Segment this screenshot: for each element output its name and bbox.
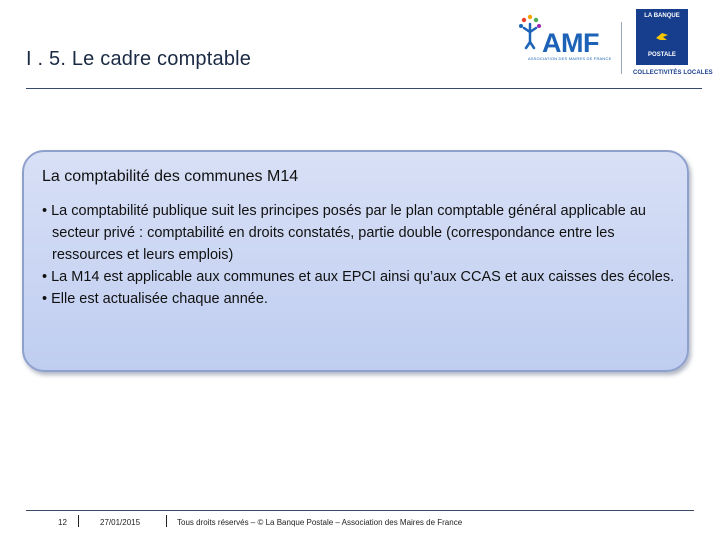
- title-divider: [26, 88, 702, 89]
- page-number: 12: [58, 518, 67, 527]
- amf-tagline: ASSOCIATION DES MAIRES DE FRANCE: [528, 56, 612, 61]
- lbp-subtitle: COLLECTIVITÉS LOCALES: [633, 70, 713, 76]
- lbp-logo-top: LA BANQUE: [644, 13, 680, 19]
- footer-separator: [78, 515, 79, 527]
- bullet-item: • Elle est actualisée chaque année.: [42, 291, 268, 307]
- amf-wordmark: AMF: [542, 28, 599, 58]
- logo-divider: [621, 22, 622, 74]
- bullet-list: [42, 200, 682, 310]
- slide-title: I . 5. Le cadre comptable: [26, 48, 252, 70]
- lbp-logo-bottom: POSTALE: [648, 52, 676, 58]
- postal-bird-icon: [654, 29, 670, 45]
- footer-date: 27/01/2015: [100, 518, 141, 527]
- amf-logo: [516, 14, 614, 64]
- lbp-logo: [636, 9, 688, 65]
- bullet-item: • La comptabilité publique suit les principes posés par le plan comptable général applicable au secteur privé : comptabilité en droits constatés, partie double (correspondance entre les ressources et leurs emplois): [42, 203, 646, 263]
- bullet-item: • La M14 est applicable aux communes et aux EPCI ainsi qu’aux CCAS et aux caisses des écoles.: [42, 269, 675, 285]
- content-box: [22, 150, 689, 372]
- footer-copyright: Tous droits réservés – © La Banque Postale – Association des Maires de France: [177, 518, 463, 527]
- box-heading: La comptabilité des communes M14: [42, 168, 299, 185]
- footer-separator: [166, 515, 167, 527]
- footer-divider: [26, 510, 694, 511]
